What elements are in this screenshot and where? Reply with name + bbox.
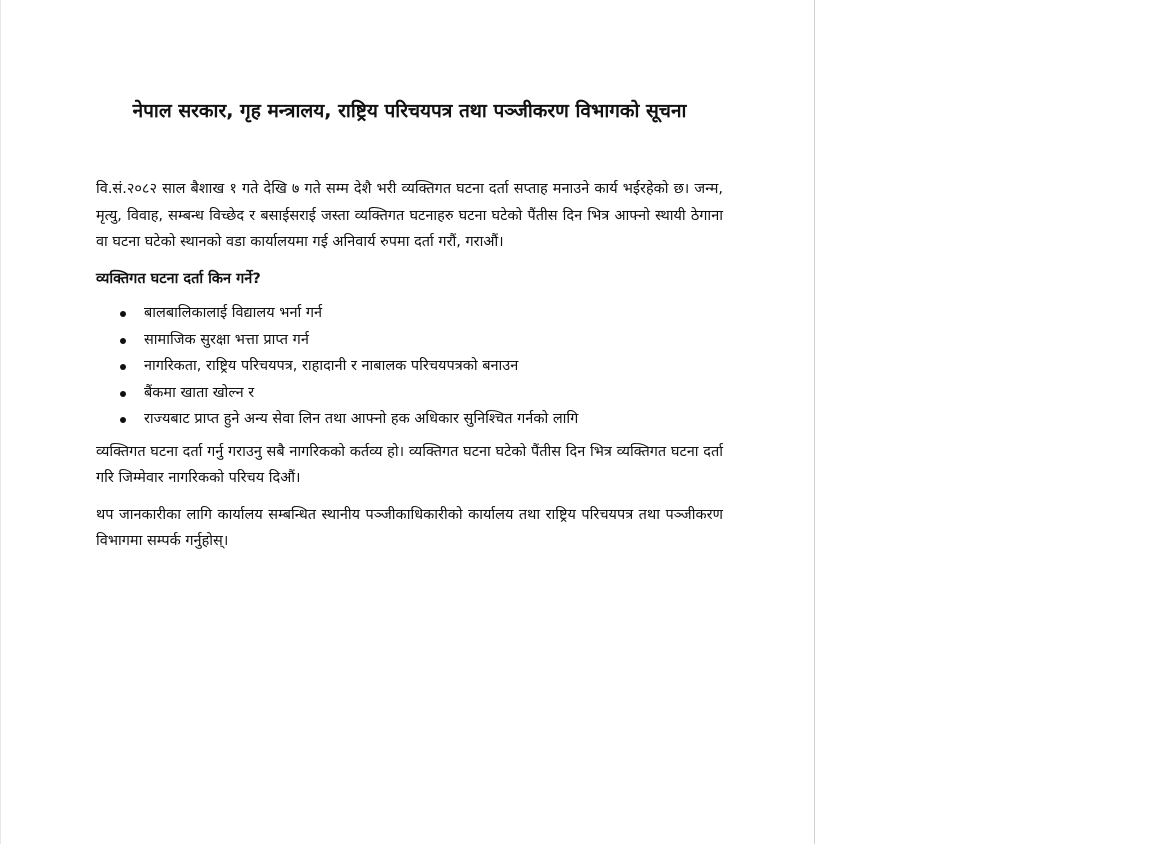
list-item-text: सामाजिक सुरक्षा भत्ता प्राप्त गर्न bbox=[144, 331, 309, 348]
notice-title: नेपाल सरकार, गृह मन्त्रालय, राष्ट्रिय परिचयपत्र तथा पञ्जीकरण विभागको सूचना bbox=[132, 100, 687, 122]
contact-paragraph: थप जानकारीका लागि कार्यालय सम्बन्धित स्थानीय पञ्जीकाधिकारीको कार्यालय तथा राष्ट्रिय परिचयपत्र तथा पञ्जीकरण विभागमा सम्पर्क गर्नुहोस्। bbox=[96, 506, 723, 549]
bullet-icon bbox=[120, 417, 126, 423]
list-item-text: बालबालिकालाई विद्यालय भर्ना गर्न bbox=[144, 305, 323, 321]
list-item bbox=[96, 327, 723, 354]
list-item bbox=[96, 406, 723, 433]
bullet-icon bbox=[120, 391, 126, 397]
bullet-icon bbox=[120, 364, 126, 370]
document-content bbox=[96, 96, 723, 565]
reasons-list bbox=[96, 300, 723, 433]
bullet-icon bbox=[120, 311, 126, 317]
list-item-text: राज्यबाट प्राप्त हुने अन्य सेवा लिन तथा आफ्नो हक अधिकार सुनिश्चित गर्नको लागि bbox=[144, 411, 579, 427]
list-item bbox=[96, 353, 723, 380]
list-item bbox=[96, 300, 723, 327]
duty-paragraph: व्यक्तिगत घटना दर्ता गर्नु गराउनु सबै नागरिकको कर्तव्य हो। व्यक्तिगत घटना घटेको पैंतीस दिन भित्र व्यक्तिगत घटना दर्ता गरि जिम्मेवार नागरिकको परिचय दिऔं। bbox=[96, 443, 723, 486]
section-heading: व्यक्तिगत घटना दर्ता किन गर्ने? bbox=[96, 270, 261, 287]
bullet-icon bbox=[120, 338, 126, 344]
list-item-text: बैंकमा खाता खोल्न र bbox=[144, 384, 255, 401]
list-item-text: नागरिकता, राष्ट्रिय परिचयपत्र, राहादानी र नाबालक परिचयपत्रको बनाउन bbox=[144, 358, 519, 374]
intro-paragraph: वि.सं.२०८२ साल बैशाख १ गते देखि ७ गते सम्म देशै भरी व्यक्तिगत घटना दर्ता सप्ताह मनाउने कार्य भईरहेको छ। जन्म, मृत्यु, विवाह, सम्बन्ध विच्छेद र बसाईसराई जस्ता व्यक्तिगत घटनाहरु घटना घटेको पैंतीस दिन भित्र आफ्नो स्थायी ठेगाना वा घटना घटेको स्थानको वडा कार्यालयमा गई अनिवार्य रुपमा दर्ता गरौं, गराऔं। bbox=[96, 181, 723, 250]
list-item bbox=[96, 380, 723, 407]
